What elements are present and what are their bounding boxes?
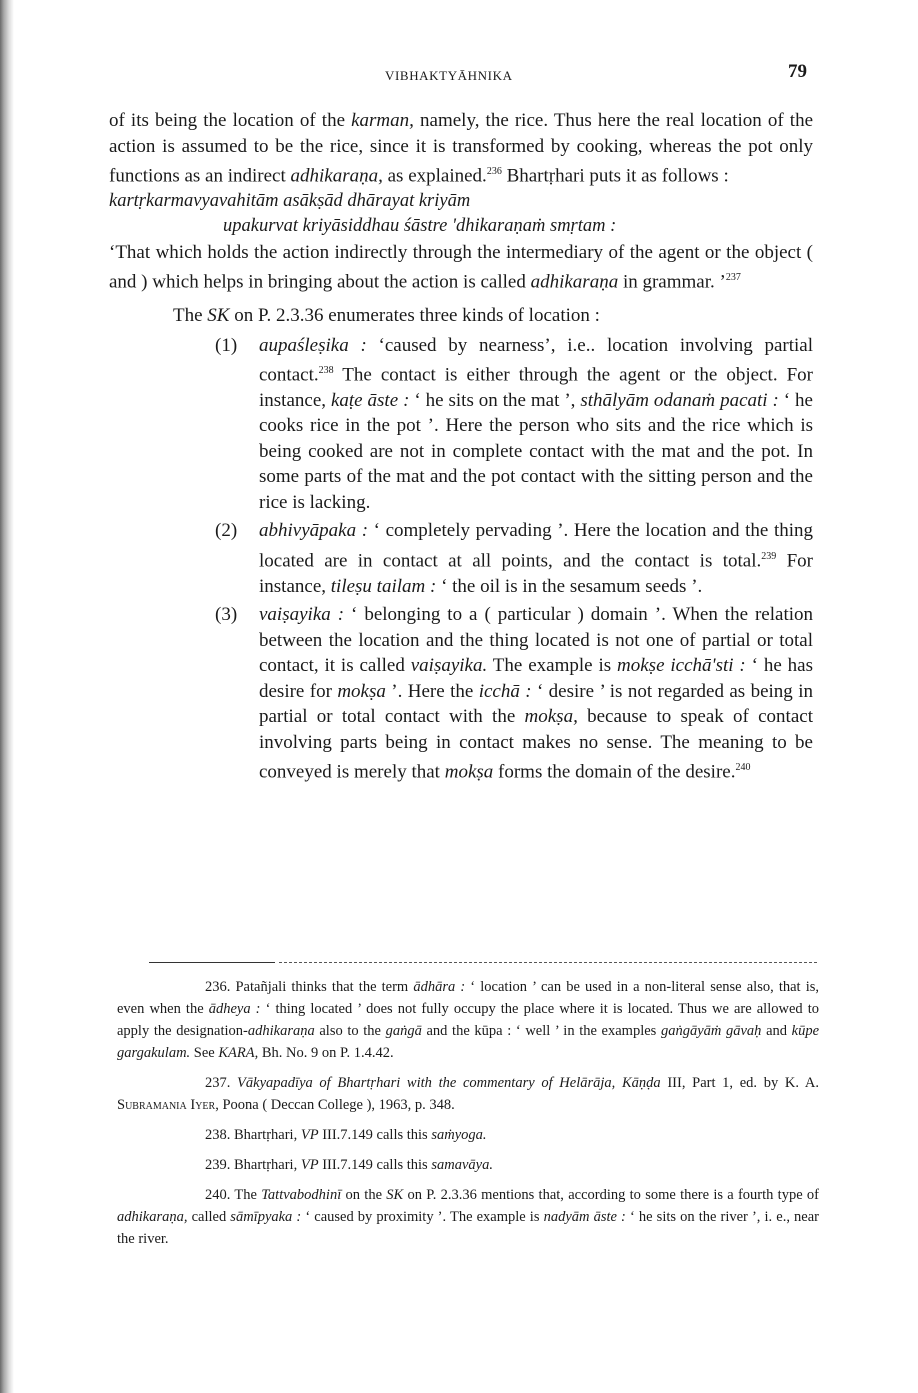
text-run: also to the bbox=[314, 1023, 386, 1039]
term: KARA, bbox=[218, 1045, 259, 1061]
footnote-240 bbox=[117, 1184, 819, 1250]
paragraph-1 bbox=[109, 108, 813, 189]
text-run: of its being the location of the bbox=[109, 110, 352, 131]
abbr-vp: VP bbox=[300, 1157, 319, 1173]
text-run: The example is bbox=[487, 655, 618, 677]
footnote-ref-236: 236 bbox=[486, 166, 502, 177]
text-run: as explained. bbox=[382, 165, 487, 187]
text-run: called bbox=[187, 1209, 231, 1225]
text-run: because to speak of contact involving parts being in contact makes no sense. The meaning to be conveyed is merely that bbox=[259, 706, 813, 783]
text-run: The bbox=[173, 305, 208, 327]
text-run: namely, the rice. Thus here the real location of the action is assumed to be the rice, since it is transformed by cooking, whereas the pot only functions as an indirect bbox=[109, 110, 814, 187]
example: sthālyām odanaṁ pacati : bbox=[580, 389, 779, 411]
term: ādheya : bbox=[208, 1001, 261, 1017]
term: sāmīpyaka : bbox=[230, 1209, 302, 1225]
text-run: ‘ he has desire for bbox=[259, 655, 814, 702]
example: tileṣu tailam : bbox=[330, 575, 437, 597]
example: mokṣe icchā'sti : bbox=[617, 655, 746, 677]
footnote-ref-240: 240 bbox=[735, 762, 751, 774]
footnote-236 bbox=[117, 976, 819, 1064]
text-run: The bbox=[230, 1187, 262, 1203]
editor-name: Subramania Iyer bbox=[117, 1097, 216, 1113]
text-run: ‘ thing located ’ does not fully occupy the place where it is located. Thus we are allowed to apply the designation- bbox=[117, 1001, 819, 1039]
list-item-text bbox=[259, 518, 813, 599]
term: gaṅgā bbox=[385, 1023, 422, 1039]
abbr-sk: SK bbox=[207, 305, 230, 327]
text-run: and the kūpa : ‘ well ’ in the examples bbox=[421, 1023, 661, 1039]
footnotes bbox=[117, 976, 819, 1258]
divider-long bbox=[279, 962, 817, 963]
example: icchā : bbox=[478, 680, 532, 702]
text-run: Bhartṛhari puts it as follows : bbox=[501, 165, 729, 187]
text-run: ‘ he sits on the river ’, i. e., near the river. bbox=[117, 1209, 820, 1247]
example: kaṭe āste : bbox=[330, 389, 410, 411]
term: ādhāra : bbox=[413, 979, 466, 995]
text-run: See bbox=[190, 1045, 219, 1061]
text-run: Bhartṛhari, bbox=[230, 1127, 301, 1143]
list-item-number: (1) bbox=[215, 334, 238, 356]
footnote-number: 240. bbox=[205, 1187, 231, 1203]
text-run: Patañjali thinks that the term bbox=[230, 979, 414, 995]
text-run: on P. 2.3.36 mentions that, according to some there is a fourth type of bbox=[403, 1187, 819, 1203]
text-run: and bbox=[761, 1023, 792, 1039]
text-run: ‘ he cooks rice in the pot ’. Here the person who sits and the rice which is being cooked are not in complete contact with the mat and the pot. In some parts of the mat and the pot contact with the sitting person and the rice is lacking. bbox=[259, 389, 813, 513]
term: saṁyoga. bbox=[431, 1127, 487, 1143]
text-run: III, Part 1, ed. by K. A. bbox=[660, 1075, 819, 1091]
footnote-number: 237. bbox=[205, 1075, 231, 1091]
abbr-sk: SK bbox=[386, 1187, 404, 1203]
text-run: III.7.149 calls this bbox=[318, 1127, 432, 1143]
term: gaṅgāyāṁ gāvaḥ bbox=[660, 1023, 762, 1039]
term: aupaśleṣika : bbox=[259, 334, 367, 356]
footnote-divider bbox=[149, 962, 819, 964]
term-adhikarana: adhikaraṇa, bbox=[290, 165, 383, 187]
verse-line-1: kartṛkarmavyavahitām asākṣād dhārayat kriyām bbox=[109, 190, 471, 211]
text-run: ‘ the oil is in the sesamum seeds ’. bbox=[436, 575, 703, 597]
scan-edge-shadow bbox=[0, 0, 14, 1393]
footnote-number: 236. bbox=[205, 979, 231, 995]
text-run: III.7.149 calls this bbox=[318, 1157, 432, 1173]
term: abhivyāpaka : bbox=[259, 520, 369, 542]
footnote-ref-239: 239 bbox=[761, 550, 777, 562]
text-run: ‘ completely pervading ’. Here the location and the thing located are in contact at all points, and the contact is total. bbox=[259, 520, 814, 572]
footnote-238 bbox=[117, 1124, 819, 1146]
term: kūpe gargakulam. bbox=[117, 1023, 820, 1061]
text-run: ‘That which holds the action indirectly through the intermediary of the agent or the object ( and ) which helps in bringing about the action is called bbox=[109, 241, 813, 293]
list-item-number: (3) bbox=[215, 604, 238, 626]
paragraph-2 bbox=[109, 240, 813, 295]
term-karman: karman, bbox=[351, 110, 414, 131]
example: mokṣa bbox=[337, 680, 386, 702]
text-run: forms the domain of the desire. bbox=[493, 761, 736, 783]
list-item-number: (2) bbox=[215, 520, 238, 542]
text-run: ‘caused by nearness’, i.e.. location involving partial contact. bbox=[259, 334, 813, 386]
text-run: ‘ location ’ can be used in a non-literal sense also, that is, even when the bbox=[117, 979, 819, 1017]
footnote-239 bbox=[117, 1154, 819, 1176]
example: mokṣa bbox=[444, 761, 494, 783]
divider-short bbox=[149, 962, 275, 963]
abbr-vp: VP bbox=[300, 1127, 319, 1143]
term: adhikaraṇa bbox=[247, 1023, 315, 1039]
list-item bbox=[215, 518, 813, 599]
example: vaiṣayika. bbox=[410, 655, 488, 677]
paragraph-3 bbox=[109, 303, 813, 329]
list-item-text bbox=[259, 602, 813, 785]
text-run: in grammar. ’ bbox=[618, 271, 726, 293]
book-title: Vākyapadīya of Bhartṛhari with the commentary of Helārāja, Kāṇḍa bbox=[230, 1075, 661, 1091]
text-run: ‘ desire ’ is not regarded as being in partial or total contact with the bbox=[259, 680, 813, 728]
text-run: ‘ caused by proximity ’. The example is bbox=[301, 1209, 544, 1225]
book-title: Tattvabodhinī bbox=[261, 1187, 342, 1203]
text-run: , Poona ( Deccan College ), 1963, p. 348. bbox=[215, 1097, 455, 1113]
example: nadyām āste : bbox=[543, 1209, 626, 1225]
running-head: VIBHAKTYĀHNIKA bbox=[385, 68, 513, 83]
list-item-text bbox=[259, 333, 813, 516]
list-item bbox=[215, 602, 813, 785]
text-run: ’. Here the bbox=[385, 680, 479, 702]
list-item bbox=[215, 333, 813, 516]
term: vaiṣayika : bbox=[259, 604, 345, 626]
footnote-number: 238. bbox=[205, 1127, 231, 1143]
kinds-list bbox=[109, 333, 813, 785]
example: mokṣa, bbox=[524, 706, 578, 728]
text-run: Bhartṛhari, bbox=[230, 1157, 301, 1173]
term-adhikarana: adhikaraṇa bbox=[530, 271, 619, 293]
main-text bbox=[109, 108, 813, 788]
text-run: ‘ belonging to a ( particular ) domain ’. When the relation between the location and the thing located is not one of partial or total contact, it is called bbox=[259, 604, 814, 677]
footnote-237 bbox=[117, 1072, 819, 1116]
text-run: on the bbox=[341, 1187, 387, 1203]
footnote-ref-237: 237 bbox=[725, 272, 741, 284]
footnote-ref-238: 238 bbox=[318, 365, 334, 377]
verse-line-2: upakurvat kriyāsiddhau śāstre 'dhikaraṇaṁ smṛtam : bbox=[223, 216, 617, 237]
page-number: 79 bbox=[788, 61, 807, 82]
page-header bbox=[0, 60, 918, 90]
text-run: Bh. No. 9 on P. 1.4.42. bbox=[258, 1045, 394, 1061]
text-run: The contact is either through the agent or the object. For instance, bbox=[259, 364, 813, 411]
text-run: For instance, bbox=[259, 550, 813, 597]
footnote-number: 239. bbox=[205, 1157, 231, 1173]
text-run: on P. 2.3.36 enumerates three kinds of location : bbox=[229, 305, 600, 327]
term: samavāya. bbox=[431, 1157, 493, 1173]
term: adhikaraṇa, bbox=[117, 1209, 188, 1225]
text-run: ‘ he sits on the mat ’, bbox=[409, 389, 581, 411]
